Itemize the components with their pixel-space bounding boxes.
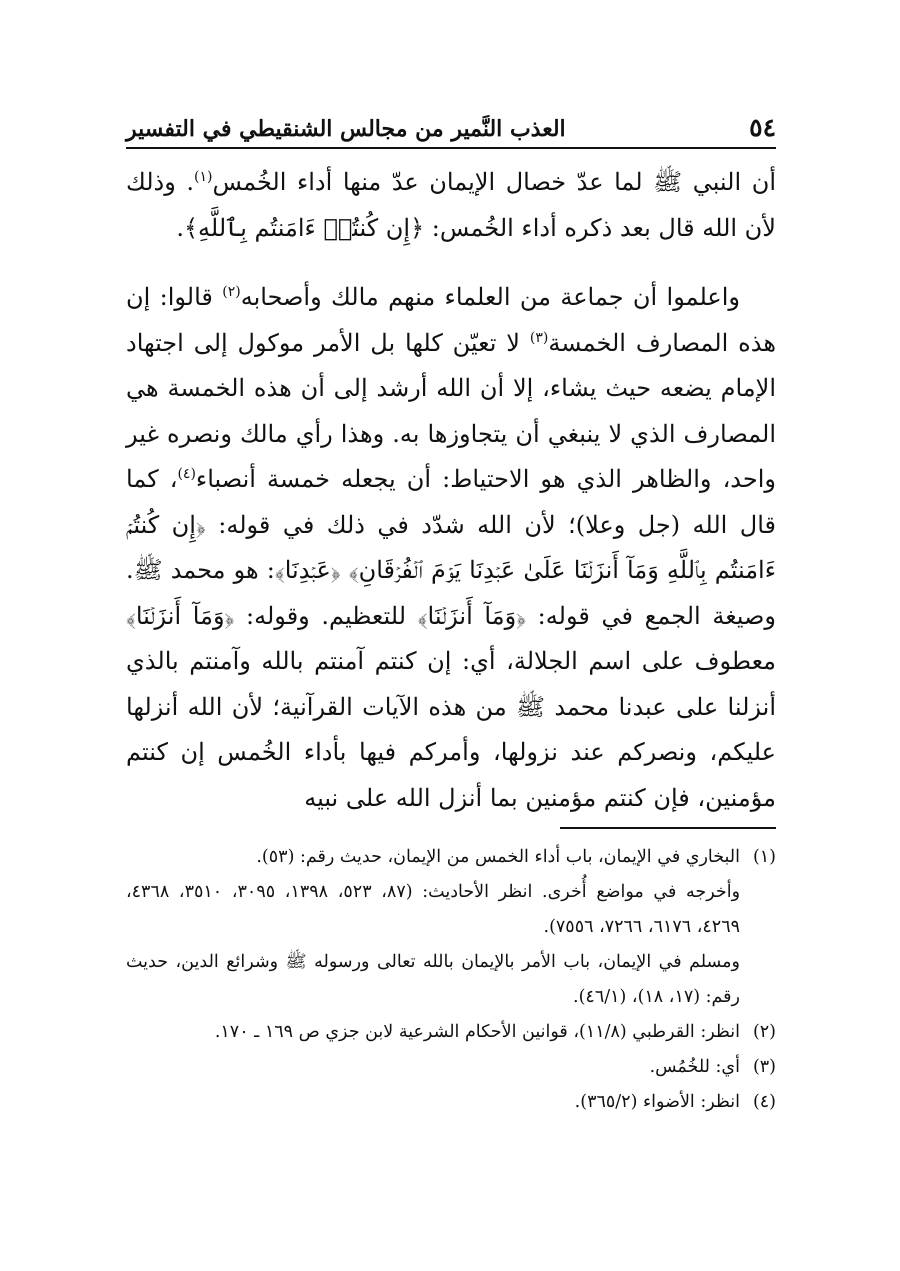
header-rule	[126, 147, 776, 149]
footnote-1	[126, 840, 776, 875]
paragraph-2-text-c: لا تعيّن كلها بل الأمر موكول إلى اجتهاد الإمام يضعه حيث يشاء، إلا أن الله أرشد إلى أن هذه الخمسة هي المصارف الذي لا ينبغي أن يتجاوزها به. وهذا رأي مالك ونصره غير واحد، والظاهر الذي هو الاحتياط: أن يجعله خمسة أنصباء	[126, 328, 777, 493]
footnote-ref-2: (٢)	[222, 284, 241, 300]
running-header	[126, 96, 776, 142]
footnotes	[126, 840, 776, 1120]
main-text	[126, 160, 776, 821]
footnote-4	[126, 1085, 776, 1120]
paragraph-2-text-a: واعلموا أن جماعة من العلماء منهم مالك وأصحابه	[240, 283, 740, 311]
footnote-ref-4: (٤)	[177, 466, 196, 482]
paragraph-2-text-b: قالوا: إن هذه المصارف الخمسة	[126, 283, 776, 357]
footnote-number: (٣)	[752, 1057, 776, 1077]
footnote-text: البخاري في الإيمان، باب أداء الخمس من الإيمان، حديث رقم: (٥٣).	[256, 847, 740, 867]
footnote-number: (٢)	[752, 1022, 776, 1042]
footnote-ref-3: (٣)	[529, 329, 549, 346]
footnote-text: انظر: القرطبي (١١/٨)، قوانين الأحكام الشرعية لابن جزي ص ١٦٩ ـ ١٧٠.	[214, 1022, 740, 1042]
footnote-1-continuation: وأخرجه في مواضع أُخرى. انظر الأحاديث: (٨٧، ٥٢٣، ١٣٩٨، ٣٠٩٥، ٣٥١٠، ٤٣٦٨، ٤٢٦٩، ٦١٧٦، ٧٢٦٦، ٧٥٥٦).	[126, 882, 741, 937]
book-title: العذب النَّمير من مجالس الشنقيطي في التفسير	[126, 116, 566, 142]
page-number: ٥٤	[749, 113, 776, 142]
paragraph-1	[126, 160, 776, 251]
footnote-2	[126, 1015, 776, 1050]
footnote-number: (٤)	[752, 1092, 776, 1112]
footnote-number: (١)	[752, 847, 776, 867]
footnote-text: أي: للخُمُس.	[649, 1057, 740, 1077]
footnote-1-continuation: ومسلم في الإيمان، باب الأمر بالإيمان بالله تعالى ورسوله ﷺ وشرائع الدين، حديث رقم: (١٧، ١٨)، (٤٦/١).	[126, 952, 740, 1007]
paragraph-2-text-d: ، كما قال الله (جل وعلا)؛ لأن الله شدّد في ذلك في قوله: ﴿إِن كُنتُمۡ ءَامَنتُم بِٱللَّهِ وَمَآ أَنزَلۡنَا عَلَىٰ عَبۡدِنَا يَوۡمَ ٱلۡفُرۡقَانِ﴾ ﴿عَبۡدِنَا﴾: هو محمد ﷺ. وصيغة الجمع في قوله: ﴿وَمَآ أَنزَلۡنَا﴾ للتعظيم. وقوله: ﴿وَمَآ أَنزَلۡنَا﴾ معطوف على اسم الجلالة، أي: إن كنتم آمنتم بالله وآمنتم بالذي أنزلنا على عبدنا محمد ﷺ من هذه الآيات القرآنية؛ لأن الله أنزلها عليكم، ونصركم عند نزولها، وأمركم فيها بأداء الخُمس إن كنتم مؤمنين، فإن كنتم مؤمنين بما أنزل الله على نبيه	[126, 465, 776, 812]
paragraph-1-end: . وذلك لأن الله قال بعد ذكره أداء الخُمس: ﴿إِن كُنتُمۡ ءَامَنتُم بِٱللَّهِ﴾.	[126, 168, 776, 242]
footnote-3	[126, 1050, 776, 1085]
footnote-text: انظر: الأضواء (٣٦٥/٢).	[574, 1092, 740, 1112]
footnote-ref-1: (١)	[194, 169, 213, 185]
footnote-rule	[560, 827, 776, 829]
paragraph-1-text: أن النبي ﷺ لما عدّ خصال الإيمان عدّ منها أداء الخُمس	[212, 168, 776, 196]
paragraph-2	[126, 275, 776, 821]
